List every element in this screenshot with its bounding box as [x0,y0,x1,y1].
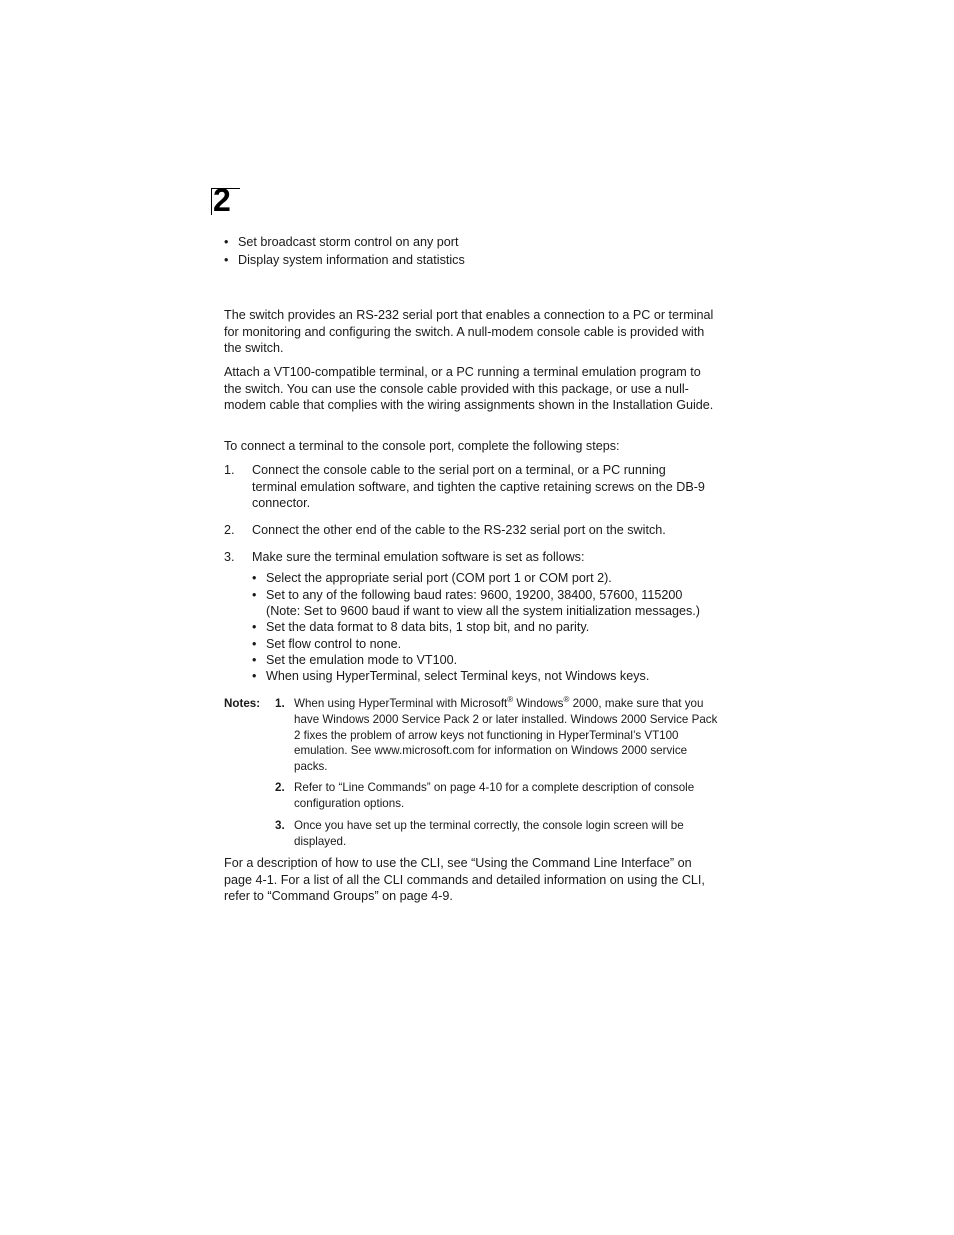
chapter-number: 2 [213,182,231,218]
paragraph-console-port: The switch provides an RS-232 serial port that enables a connection to a PC or terminal for monitoring and configuring the switch. A null-modem console cable is provided with the switch. [224,308,714,356]
note-text: Once you have set up the terminal correctly, the console login screen will be displayed. [294,819,684,848]
note-text: When using HyperTerminal with Microsoft® Windows® 2000, make sure that you have Windows 2000 Service Pack 2 or later installed. Windows 2000 Service Pack 2 fixes the problem of arrow keys not functioning in HyperTerminal’s VT100 emulation. See www.microsoft.com for information on Windows 2000 service packs. [294,695,718,774]
settings-item-text: Set to any of the following baud rates: 9600, 19200, 38400, 57600, 115200 [266,588,683,602]
registered-mark: ® [563,695,570,705]
settings-item-text: Set flow control to none. [266,637,402,651]
settings-item-text: Set the emulation mode to VT100. [266,653,458,667]
paragraph-attach-terminal: Attach a VT100-compatible terminal, or a PC running a terminal emulation program to the switch. You can use the console cable provided with this package, or use a null-modem cable that complies with the wiring assignments shown in the Installation Guide. [224,365,714,413]
bullet-icon: • [252,669,257,683]
step-text: Make sure the terminal emulation software is set as follows: [252,550,585,564]
bullet-icon: • [252,620,257,634]
bullet-icon: • [224,253,229,267]
bullet-icon: • [252,653,257,667]
step-number: 2. [224,523,235,537]
note-number: 3. [275,819,285,832]
step-text: Connect the other end of the cable to the RS-232 serial port on the switch. [252,523,666,537]
settings-item-text: When using HyperTerminal, select Terminal keys, not Windows keys. [266,669,650,683]
bullet-icon: • [224,235,229,249]
settings-item-text: Set the data format to 8 data bits, 1 stop bit, and no parity. [266,620,590,634]
list-item-text: Display system information and statistics [238,253,465,267]
settings-item-text: (Note: Set to 9600 baud if want to view all the system initialization messages.) [266,604,700,618]
step-number: 3. [224,550,235,564]
paragraph-steps-intro: To connect a terminal to the console port, complete the following steps: [224,439,620,453]
list-item-text: Set broadcast storm control on any port [238,235,459,249]
bullet-icon: • [252,588,257,602]
note-number: 2. [275,781,285,794]
bullet-icon: • [252,637,257,651]
note-number: 1. [275,697,285,710]
paragraph-cli-reference: For a description of how to use the CLI, see “Using the Command Line Interface” on page 4-1. For a list of all the CLI commands and detailed information on using the CLI, refer to “Command Groups” on page 4-9. [224,856,705,904]
settings-item-text: Select the appropriate serial port (COM port 1 or COM port 2). [266,571,612,585]
bullet-icon: • [252,571,257,585]
notes-label: Notes: [224,697,261,710]
note-text: Refer to “Line Commands” on page 4-10 for a complete description of console configuration options. [294,781,695,810]
step-number: 1. [224,463,235,477]
registered-mark: ® [507,695,514,705]
step-text: Connect the console cable to the serial port on a terminal, or a PC running terminal emulation software, and tighten the captive retaining screws on the DB-9 connector. [252,463,705,511]
